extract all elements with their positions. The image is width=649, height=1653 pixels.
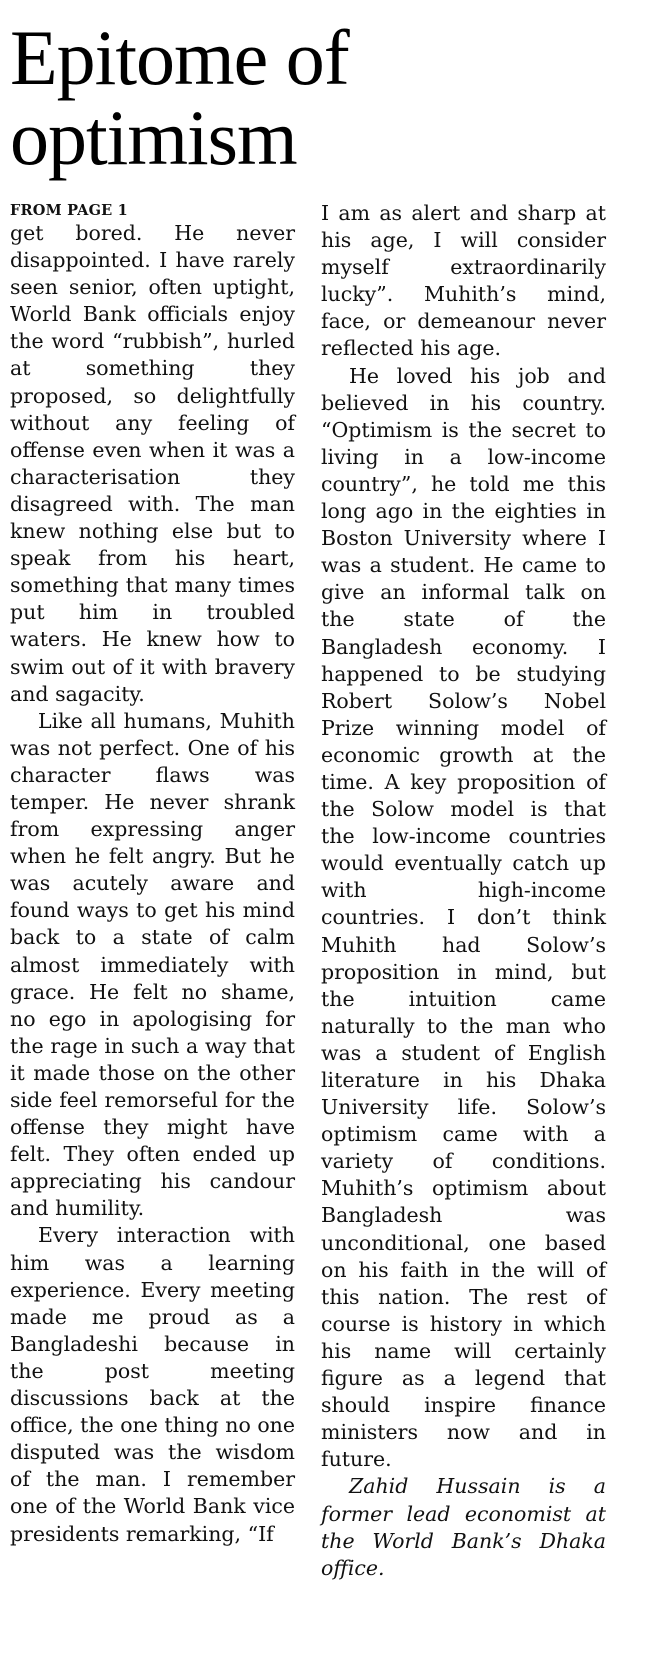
paragraph: Every interaction with him was a learning experience. Every meeting made me proud as a Bangladeshi because in the post meeting discussions back at the office, the one thing no one disputed was the wisdom of the man. I remember one of the World Bank vice presidents remarking, “If [10, 1223, 295, 1546]
paragraph: get bored. He never disappointed. I have rarely seen senior, often uptight, World Bank officials enjoy the word “rubbish”, hurled at something they proposed, so delightfully without any feeling of offense even when it was a characterisation they disagreed with. The man knew nothing else but to speak from his heart, something that many times put him in troubled waters. He knew how to swim out of it with bravery and sagacity. [10, 221, 295, 706]
paragraph: He loved his job and believed in his country. “Optimism is the secret to living in a low-income country”, he told me this long ago in the eighties in Boston University where I was a student. He came to give an informal talk on the state of the Bangladesh economy. I happened to be studying Robert Solow’s Nobel Prize winning model of economic growth at the time. A key proposition of the Solow model is that the low-income countries would eventually catch up with high-income countries. I don’t think Muhith had Solow’s proposition in mind, but the intuition came naturally to the man who was a student of English literature in his Dhaka University life. Solow’s optimism came with a variety of conditions. Muhith’s optimism about Bangladesh was unconditional, one based on his faith in the will of this nation. The rest of course is history in which his name will certainly figure as a legend that should inspire finance ministers now and in future. [321, 363, 606, 1472]
headline: Epitome of optimism [10, 14, 349, 181]
article-column-right [321, 200, 606, 1582]
author-note: Zahid Hussain is a former lead economist at the World Bank’s Dhaka office. [321, 1474, 606, 1580]
article-column-left [10, 200, 295, 1548]
kicker-from-page: FROM PAGE 1 [10, 202, 128, 219]
paragraph: Like all humans, Muhith was not perfect. One of his character flaws was temper. He never shrank from expressing anger when he felt angry. But he was acutely aware and found ways to get his mind back to a state of calm almost immediately with grace. He felt no shame, no ego in apologising for the rage in such a way that it made those on the other side feel remorseful for the offense they might have felt. They often ended up appreciating his candour and humility. [10, 708, 295, 1221]
paragraph: I am as alert and sharp at his age, I will consider myself extraordinarily lucky”. Muhith’s mind, face, or demeanour never reflected his age. [321, 201, 606, 361]
